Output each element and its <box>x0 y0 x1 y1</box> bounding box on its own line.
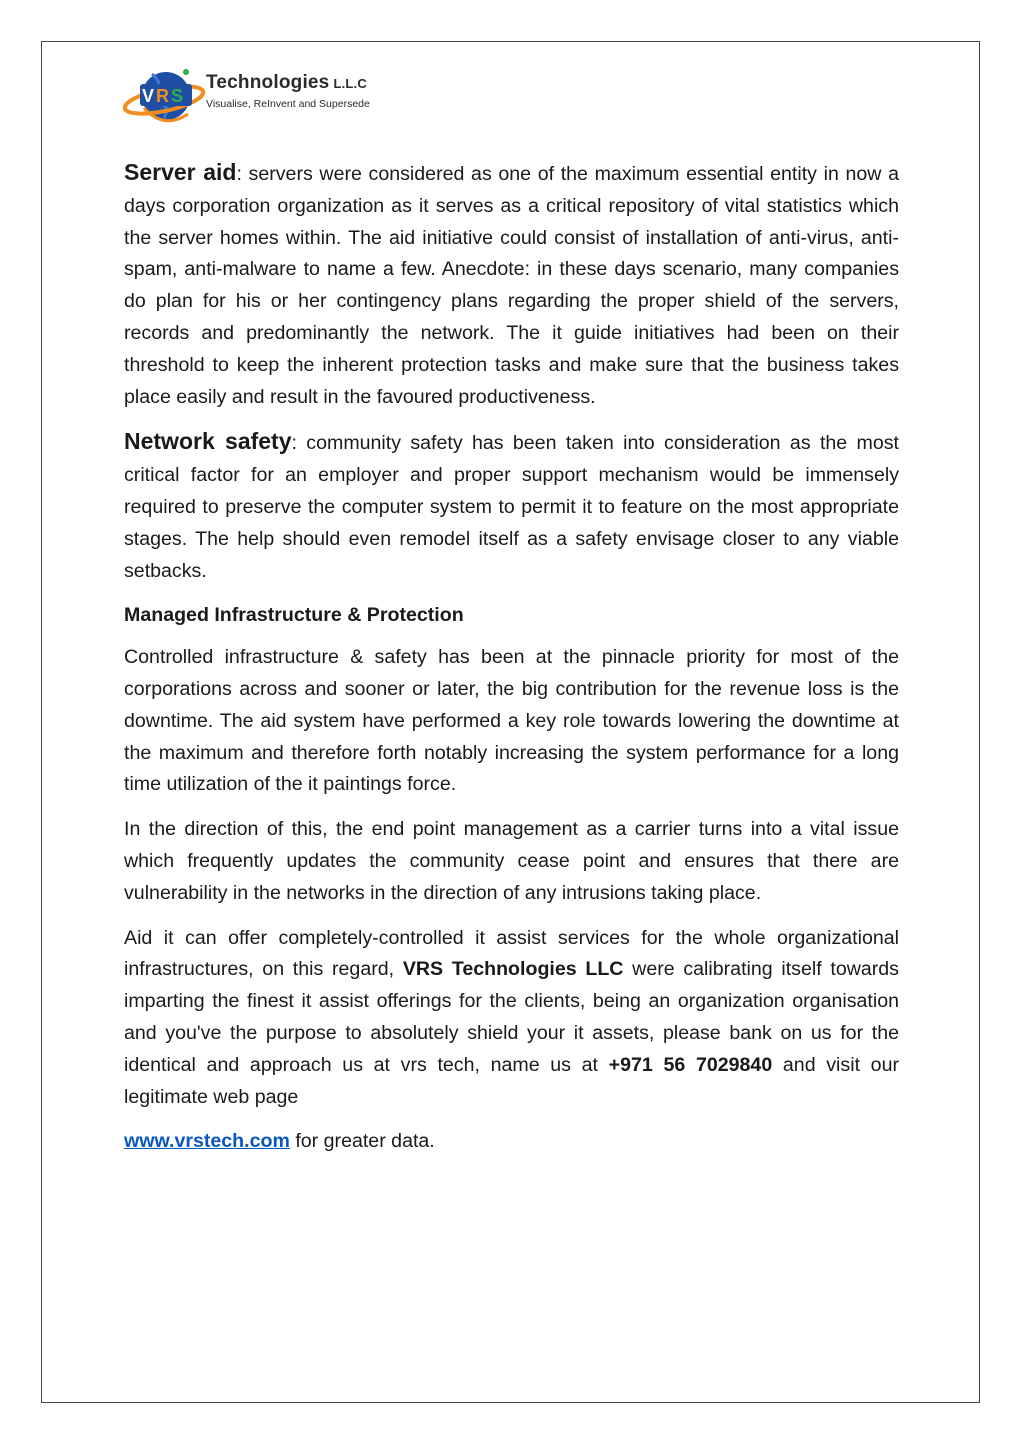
network-safety-body: : community safety has been taken into consideration as the most critical factor for an employer and proper support mechanism would be immensely required to preserve the computer system to permit it to feature on the most appropriate stages. The help should even remodel itself as a safety envisage closer to any viable setbacks. <box>124 432 899 582</box>
company-logo <box>122 60 382 132</box>
network-safety-title: Network safety <box>124 428 292 455</box>
logo-tagline: Visualise, ReInvent and Supersede <box>206 98 370 110</box>
closing-paragraph <box>124 923 899 1114</box>
managed-paragraph-1: Controlled infrastructure & safety has been at the pinnacle priority for most of the corporations across and sooner or later, the big contribution for the revenue loss is the downtime. The aid system have performed a key role towards lowering the downtime at the maximum and therefore forth notably increasing the system performance for a long time utilization of the it paintings force. <box>124 646 899 796</box>
svg-text:V: V <box>142 86 155 106</box>
document-body <box>124 157 899 1171</box>
server-aid-paragraph <box>124 157 899 413</box>
closing-text-2: were calibrating itself towards imparting the finest it assist offerings for the clients, being an organization organisation and you've the purpose to absolutely shield your it assets, please bank on us for the identical and approach us at vrs tech, name us at <box>124 958 899 1076</box>
managed-paragraph-2: In the direction of this, the end point management as a carrier turns into a vital issue which frequently updates the community cease point and ensures that there are vulnerability in the networks in the direction of any intrusions taking place. <box>124 818 899 904</box>
server-aid-body: : servers were considered as one of the maximum essential entity in now a days corporation organization as it serves as a critical repository of vital statistics which the server homes within. The aid initiative could consist of installation of anti-virus, anti-spam, anti-malware to name a few. Anecdote: in these days scenario, many companies do plan for his or her contingency plans regarding the proper shield of the servers, records and predominantly the network. The it guide initiatives had been on their threshold to keep the inherent protection tasks and make sure that the business takes place easily and result in the favoured productiveness. <box>124 163 899 408</box>
website-after-text: for greater data. <box>289 1130 435 1153</box>
closing-text-3: and visit our legitimate web page <box>124 1053 899 1108</box>
logo-name-text: Technologies <box>206 72 330 93</box>
phone-number: +971 56 7029840 <box>608 1053 773 1076</box>
logo-company-name <box>206 72 367 94</box>
server-aid-title: Server aid <box>124 159 237 185</box>
closing-text-1: Aid it can offer completely-controlled it assist services for the whole organizational infrastructures, on this regard, <box>124 926 899 981</box>
managed-infrastructure-heading: Managed Infrastructure & Protection <box>124 604 464 627</box>
website-paragraph <box>124 1126 899 1158</box>
website-link[interactable]: www.vrstech.com <box>124 1130 290 1153</box>
globe-logo-icon <box>122 60 206 132</box>
svg-text:R: R <box>156 86 169 106</box>
network-safety-paragraph <box>124 426 899 587</box>
svg-text:S: S <box>171 86 184 106</box>
logo-suffix: L.L.C <box>333 76 367 91</box>
company-name: VRS Technologies LLC <box>402 958 624 981</box>
